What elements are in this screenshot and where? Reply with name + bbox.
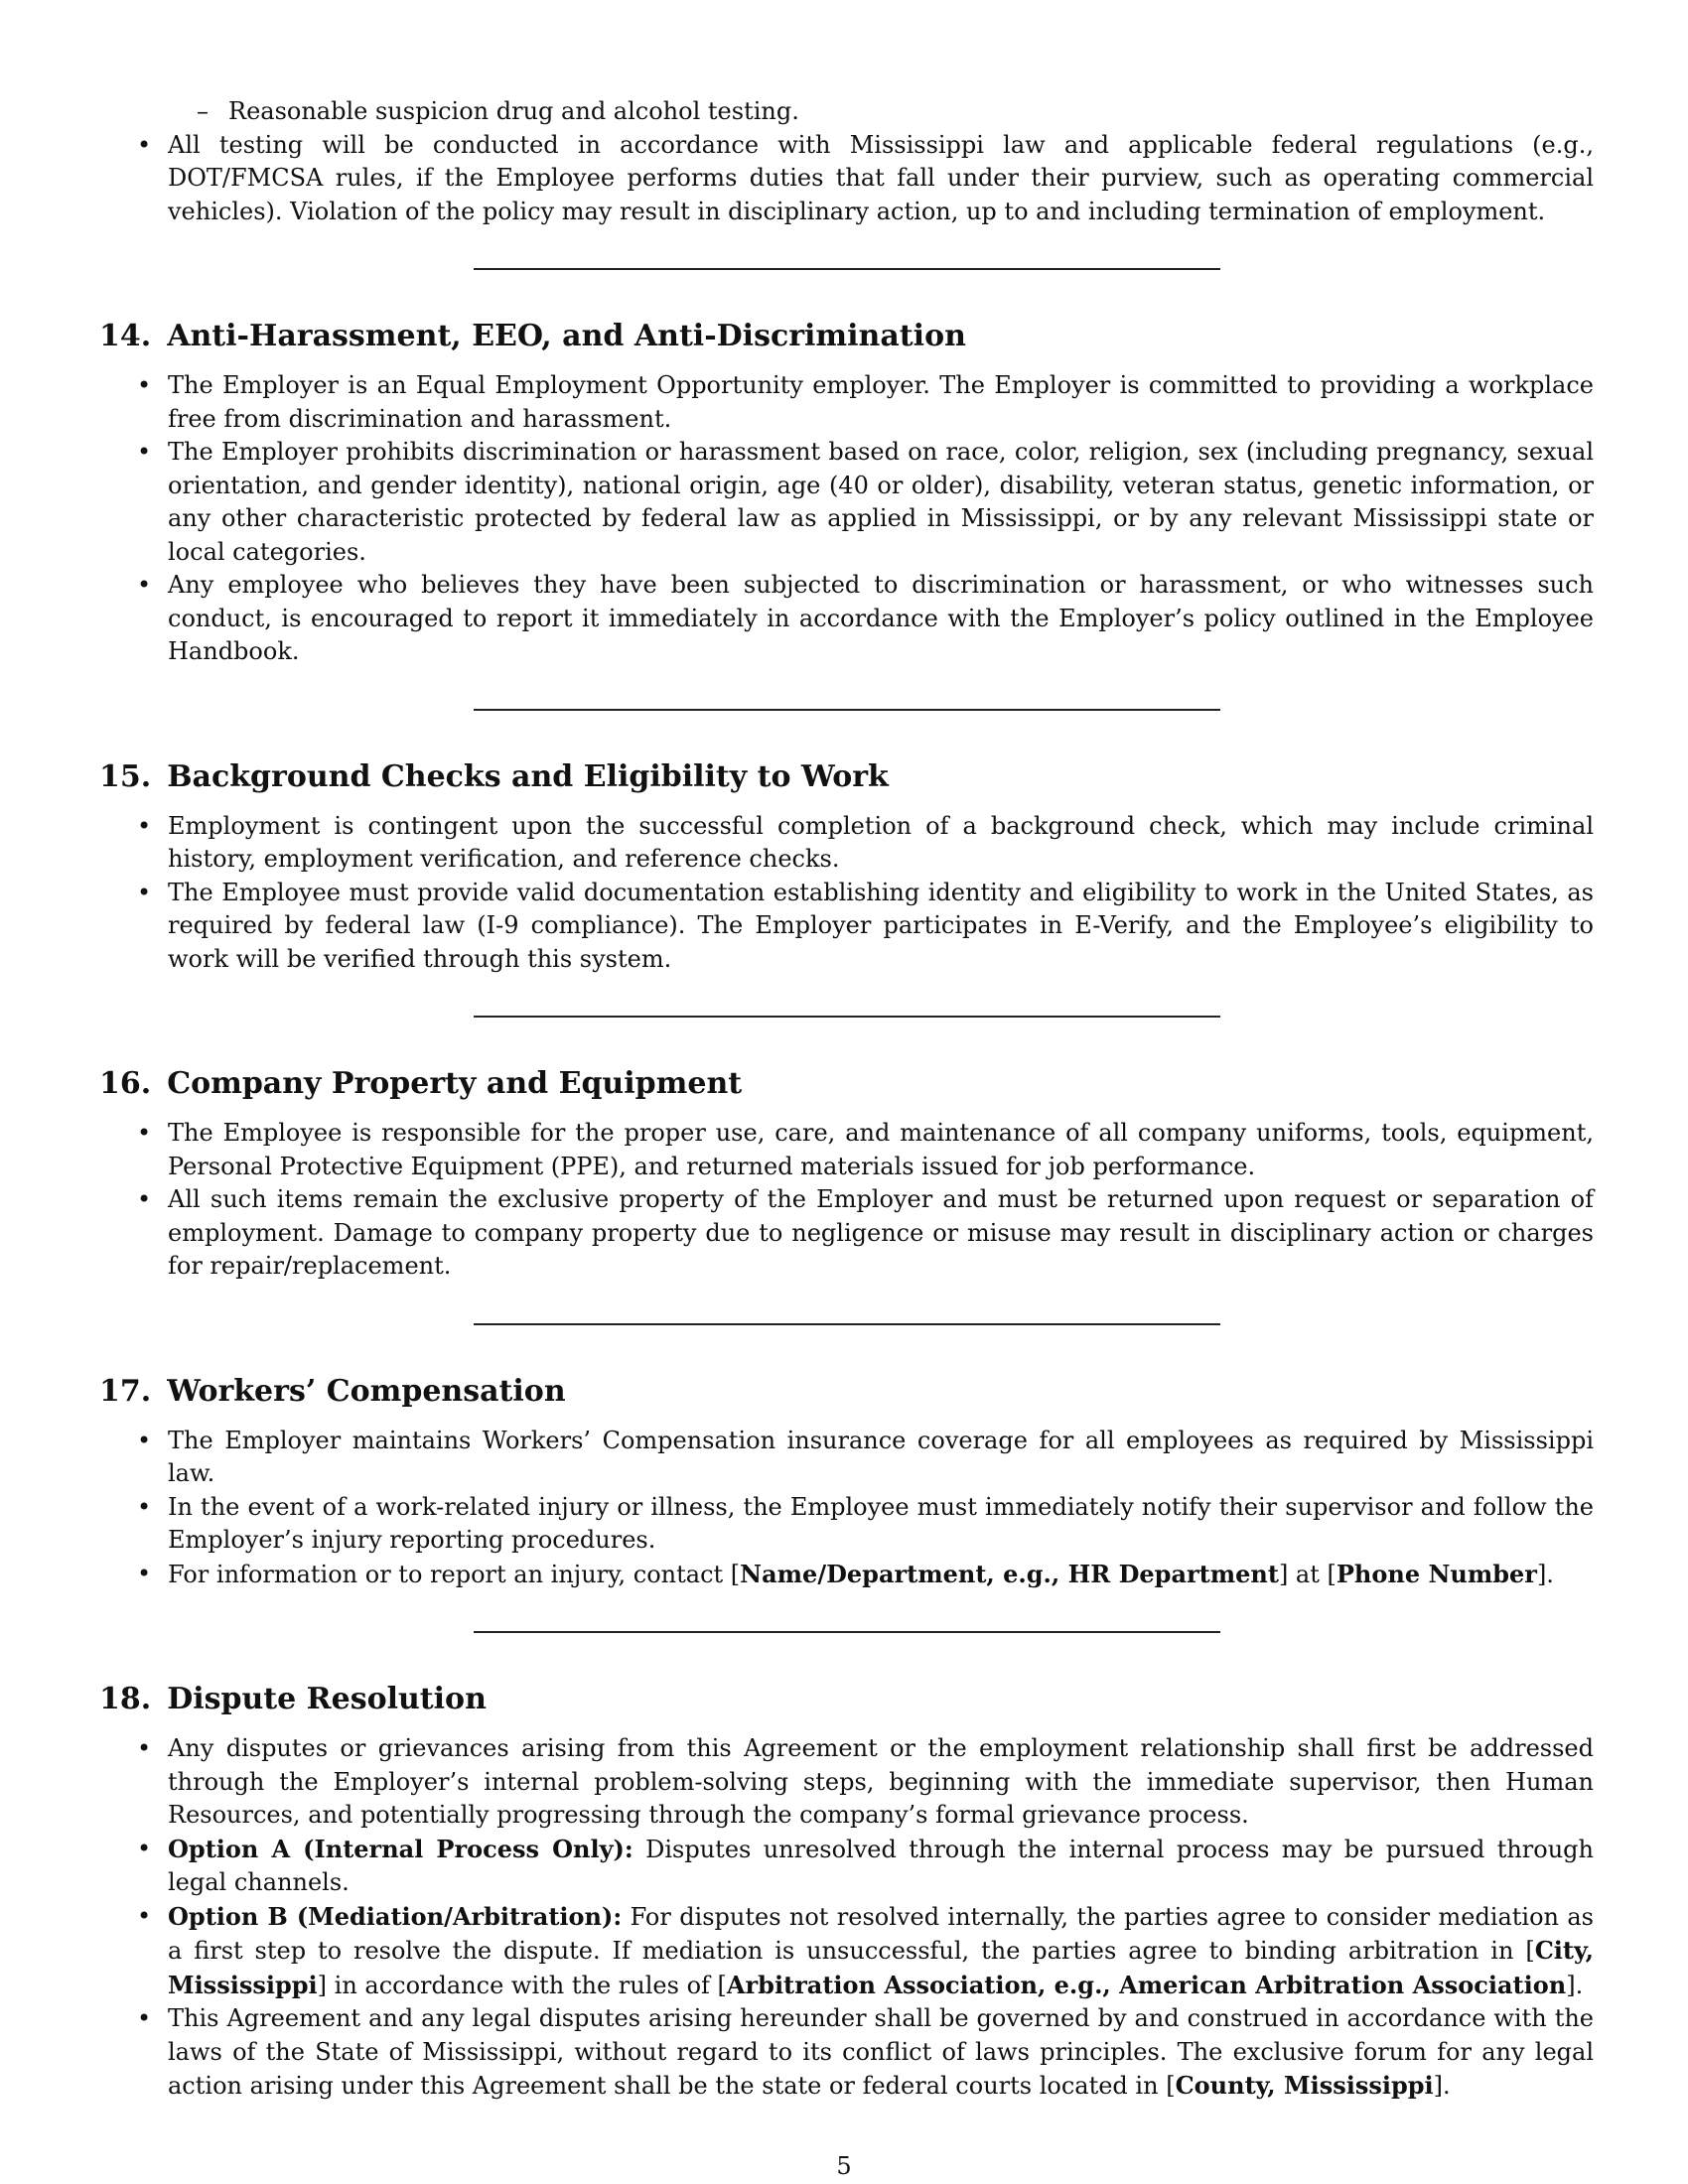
section-15-list bbox=[99, 810, 1594, 977]
list-item-text: Reasonable suspicion drug and alcohol testing. bbox=[228, 97, 799, 125]
option-b-label: Option B (Mediation/Arbitration): bbox=[168, 1901, 623, 1931]
section-14-list bbox=[99, 369, 1594, 669]
document-page bbox=[99, 95, 1594, 2104]
list-item: • The Employee is responsible for the proper use, care, and maintenance of all company uniforms, tools, equipment, Personal Protective Equipment (PPE), and returned materials issued for job performance. bbox=[99, 1117, 1594, 1183]
section-heading-14: 14. Anti-Harassment, EEO, and Anti-Discrimination bbox=[99, 319, 966, 353]
list-item: • Employment is contingent upon the successful completion of a background check, which may include criminal history, employment verification, and reference checks. bbox=[99, 810, 1594, 877]
list-item: • The Employer is an Equal Employment Opportunity employer. The Employer is committed to providing a workplace free from discrimination and harassment. bbox=[99, 369, 1594, 436]
section-heading-18: 18. Dispute Resolution bbox=[99, 1682, 487, 1716]
list-item: • This Agreement and any legal disputes arising hereunder shall be governed by and construed in accordance with the laws of the State of Mississippi, without regard to its conflict of laws principles. The exclusive forum for any legal action arising under this Agreement shall be the state or federal courts located in [County, Mississippi]. bbox=[99, 2002, 1594, 2104]
list-item bbox=[99, 95, 1594, 129]
phone-placeholder: Phone Number bbox=[1336, 1559, 1537, 1588]
association-placeholder: Arbitration Association, e.g., American Arbitration Association bbox=[726, 1970, 1567, 1999]
section-heading-17: 17. Workers’ Compensation bbox=[99, 1373, 566, 1409]
section-18-list bbox=[99, 1732, 1594, 2104]
city-placeholder: City, Mississippi bbox=[168, 1936, 1594, 1999]
list-item: • Any employee who believes they have been subjected to discrimination or harassment, or who witnesses such conduct, is encouraged to report it immediately in accordance with the Employer’s policy outlined in the Employee Handbook. bbox=[99, 569, 1594, 669]
list-item: • Any disputes or grievances arising from this Agreement or the employment relationship shall first be addressed through the Employer’s internal problem-solving steps, beginning with the immediate supervisor, then Human Resources, and potentially progressing through the company’s formal grievance process. bbox=[99, 1732, 1594, 1833]
contact-placeholder: Name/Department, e.g., HR Department bbox=[740, 1559, 1279, 1588]
dash-marker: – bbox=[197, 97, 209, 125]
list-item: • The Employer maintains Workers’ Compensation insurance coverage for all employees as required by Mississippi law. bbox=[99, 1425, 1594, 1491]
section-16-list bbox=[99, 1117, 1594, 1284]
list-item: • Option B (Mediation/Arbitration): For disputes not resolved internally, the parties agree to consider mediation as a first step to resolve the dispute. If mediation is unsuccessful, the parties agree to binding arbitration in [City, Mississippi] in accordance with the rules of [Arbitration Association, e.g., American Arbitration Association]. bbox=[99, 1900, 1594, 2003]
option-a-label: Option A (Internal Process Only): bbox=[168, 1834, 633, 1863]
section-heading-15: 15. Background Checks and Eligibility to Work bbox=[99, 758, 889, 794]
section-17-list bbox=[99, 1425, 1594, 1592]
list-item: • All such items remain the exclusive property of the Employer and must be returned upon request or separation of employment. Damage to company property due to negligence or misuse may result in disciplinary action or charges for repair/replacement. bbox=[99, 1183, 1594, 1284]
list-item: • The Employee must provide valid documentation establishing identity and eligibility to work in the United States, as required by federal law (I-9 compliance). The Employer participates in E-Verify, and the Employee’s eligibility to work will be verified through this system. bbox=[99, 877, 1594, 977]
list-item: • All testing will be conducted in accordance with Mississippi law and applicable federal regulations (e.g., DOT/FMCSA rules, if the Employee performs duties that fall under their purview, such as operating commercial vehicles). Violation of the policy may result in disciplinary action, up to and including termination of employment. bbox=[99, 129, 1594, 229]
intro-list bbox=[99, 95, 1594, 228]
section-heading-16: 16. Company Property and Equipment bbox=[99, 1066, 743, 1101]
list-item: • In the event of a work-related injury or illness, the Employee must immediately notify their supervisor and follow the Employer’s injury reporting procedures. bbox=[99, 1491, 1594, 1558]
list-item: • The Employer prohibits discrimination or harassment based on race, color, religion, sex (including pregnancy, sexual orientation, and gender identity), national origin, age (40 or older), disability, veteran status, genetic information, or any other characteristic protected by federal law as applied in Mississippi, or by any relevant Mississippi state or local categories. bbox=[99, 436, 1594, 569]
list-item: • For information or to report an injury, contact [Name/Department, e.g., HR Department] at [Phone Number]. bbox=[99, 1558, 1594, 1592]
list-item: • Option A (Internal Process Only): Disputes unresolved through the internal process may be pursued through legal channels. bbox=[99, 1833, 1594, 1900]
page-number: 5 bbox=[836, 2152, 852, 2180]
county-placeholder: County, Mississippi bbox=[1175, 2071, 1434, 2100]
